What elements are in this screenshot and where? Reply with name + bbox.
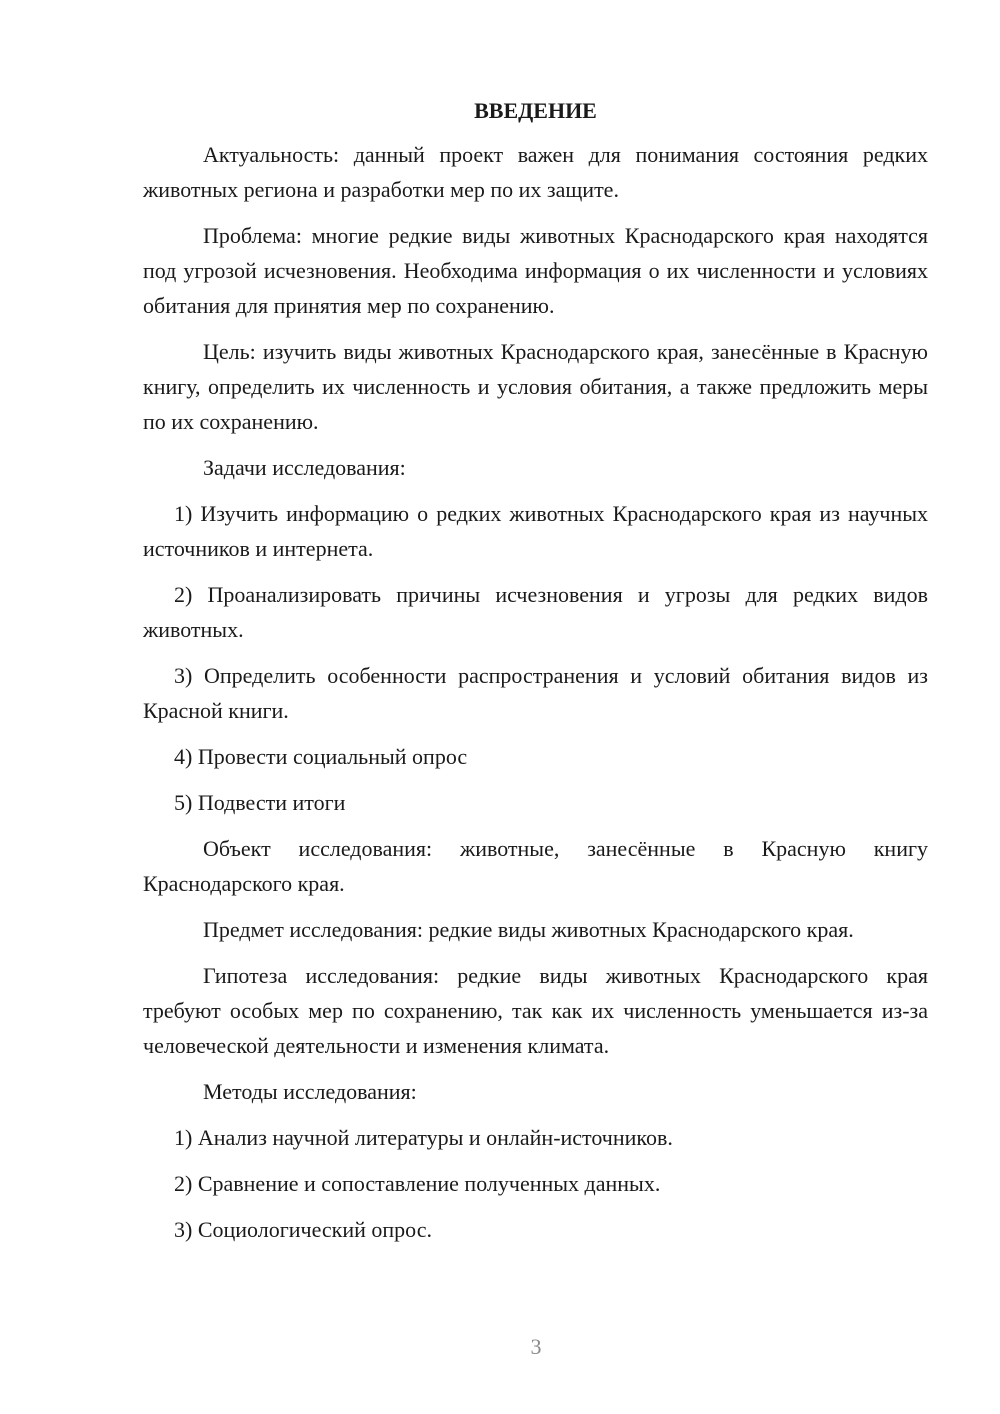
task-item: 5) Подвести итоги [174,790,346,815]
task-item: 2) Проанализировать причины исчезновения и угрозы для редких видов животных. [143,582,928,642]
relevance-paragraph: Актуальность: данный проект важен для понимания состояния редких животных региона и разработки мер по их защите. [143,142,928,202]
section-heading: ВВЕДЕНИЕ [474,98,597,123]
hypothesis-paragraph: Гипотеза исследования: редкие виды животных Краснодарского края требуют особых мер по сохранению, так как их численность уменьшается из-за человеческой деятельности и изменения климата. [143,963,928,1058]
methods-title: Методы исследования: [203,1079,417,1104]
task-item: 3) Определить особенности распространения и условий обитания видов из Красной книги. [143,663,928,723]
method-item: 3) Социологический опрос. [174,1217,432,1242]
tasks-title: Задачи исследования: [203,455,406,480]
method-item: 1) Анализ научной литературы и онлайн-источников. [174,1125,673,1150]
goal-paragraph: Цель: изучить виды животных Краснодарского края, занесённые в Красную книгу, определить их численность и условия обитания, а также предложить меры по их сохранению. [143,339,928,434]
subject-paragraph: Предмет исследования: редкие виды животных Краснодарского края. [203,917,854,942]
object-paragraph: Объект исследования: животные, занесённые в Красную книгу Краснодарского края. [143,836,928,896]
page-number: 3 [530,1334,542,1359]
task-item: 1) Изучить информацию о редких животных Краснодарского края из научных источников и интернета. [143,501,928,561]
task-item: 4) Провести социальный опрос [174,744,468,769]
page-content [143,96,928,1258]
problem-paragraph: Проблема: многие редкие виды животных Краснодарского края находятся под угрозой исчезновения. Необходима информация о их численности и условиях обитания для принятия мер по сохранению. [143,223,928,318]
method-item: 2) Сравнение и сопоставление полученных данных. [174,1171,661,1196]
